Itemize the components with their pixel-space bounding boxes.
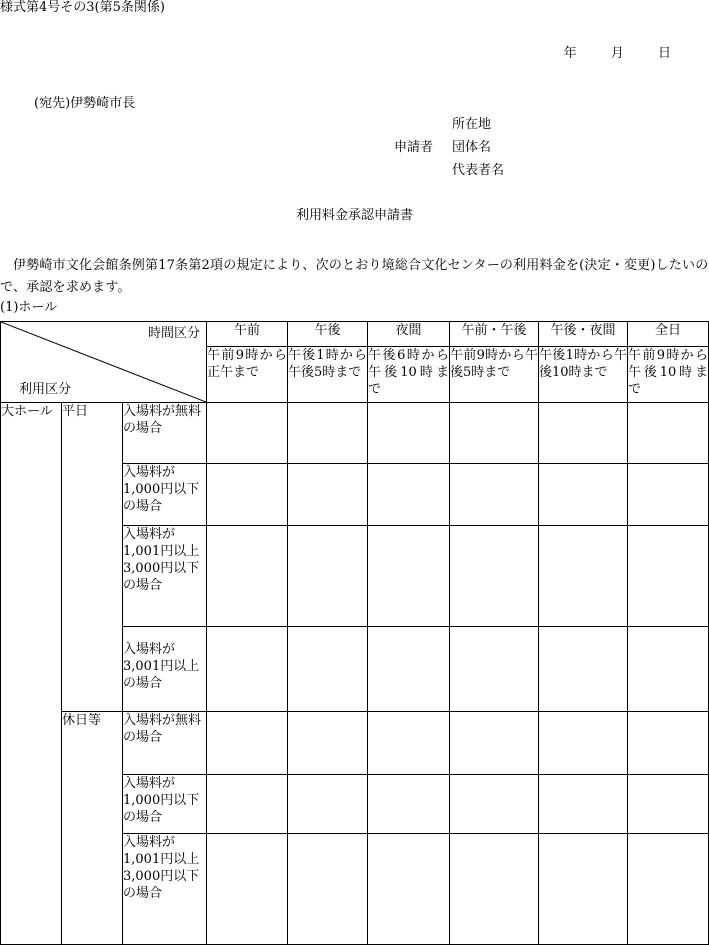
fee-input-cell[interactable] — [207, 834, 288, 945]
fee-input-cell[interactable] — [450, 526, 539, 627]
fee-input-cell[interactable] — [450, 712, 539, 775]
fee-input-cell[interactable] — [450, 775, 539, 834]
day-type-weekday: 平日 — [62, 403, 123, 712]
applicant-representative-label: 代表者名 — [452, 163, 505, 178]
fee-input-cell[interactable] — [628, 712, 709, 775]
fee-input-cell[interactable] — [628, 464, 709, 526]
fee-input-cell[interactable] — [539, 834, 628, 945]
slot-detail-afternoon: 午後1時から午後5時まで — [288, 346, 368, 402]
fee-input-cell[interactable] — [288, 526, 368, 627]
fee-input-cell[interactable] — [539, 775, 628, 834]
condition-under-1000: 入場料が1,000円以下の場合 — [123, 775, 207, 834]
fee-table — [0, 321, 709, 945]
header-slot-evening: 夜間 — [368, 322, 450, 347]
date-year-label: 年 — [563, 46, 577, 61]
fee-input-cell[interactable] — [207, 403, 288, 464]
applicant-label: 申請者 — [394, 140, 434, 155]
form-number: 様式第4号その3(第5条関係) — [0, 0, 165, 15]
fee-input-cell[interactable] — [450, 627, 539, 712]
condition-free: 入場料が無料の場合 — [123, 403, 207, 464]
header-slot-morning: 午前 — [207, 322, 288, 347]
fee-input-cell[interactable] — [628, 403, 709, 464]
slot-detail-morning-afternoon: 午前9時から午後5時まで — [450, 346, 539, 402]
table-corner-cell — [1, 322, 207, 403]
condition-1001-3000: 入場料が1,001円以上3,000円以下の場合 — [123, 526, 207, 627]
date-line — [564, 46, 671, 62]
fee-input-cell[interactable] — [368, 834, 450, 945]
body-text: 伊勢崎市文化会館条例第17条第2項の規定により、次のとおり境総合文化センターの利用料金を(決定・変更)したいので、承認を求めます。 — [0, 258, 709, 295]
condition-under-1000: 入場料が1,000円以下の場合 — [123, 464, 207, 526]
header-slot-morning-afternoon: 午前・午後 — [450, 322, 539, 347]
fee-input-cell[interactable] — [450, 834, 539, 945]
fee-input-cell[interactable] — [288, 834, 368, 945]
day-type-holiday: 休日等 — [62, 712, 123, 945]
fee-input-cell[interactable] — [539, 712, 628, 775]
condition-1001-3000: 入場料が1,001円以上3,000円以下の場合 — [123, 834, 207, 945]
header-slot-full-day: 全日 — [628, 322, 709, 347]
fee-input-cell[interactable] — [207, 464, 288, 526]
applicant-organization-label: 団体名 — [452, 140, 492, 155]
fee-input-cell[interactable] — [539, 464, 628, 526]
fee-input-cell[interactable] — [628, 775, 709, 834]
corner-time-label: 時間区分 — [148, 326, 201, 341]
fee-input-cell[interactable] — [628, 627, 709, 712]
fee-input-cell[interactable] — [539, 627, 628, 712]
fee-input-cell[interactable] — [368, 403, 450, 464]
fee-input-cell[interactable] — [288, 775, 368, 834]
fee-input-cell[interactable] — [207, 526, 288, 627]
fee-input-cell[interactable] — [450, 403, 539, 464]
header-slot-afternoon-evening: 午後・夜間 — [539, 322, 628, 347]
addressee: (宛先)伊勢崎市長 — [34, 96, 136, 111]
fee-input-cell[interactable] — [288, 403, 368, 464]
date-month-label: 月 — [610, 46, 624, 61]
fee-input-cell[interactable] — [368, 526, 450, 627]
slot-detail-full-day: 午前9時から午後10時まで — [628, 346, 709, 402]
fee-input-cell[interactable] — [288, 627, 368, 712]
fee-input-cell[interactable] — [450, 464, 539, 526]
fee-input-cell[interactable] — [207, 775, 288, 834]
slot-detail-afternoon-evening: 午後1時から午後10時まで — [539, 346, 628, 402]
fee-input-cell[interactable] — [368, 627, 450, 712]
fee-input-cell[interactable] — [288, 712, 368, 775]
fee-input-cell[interactable] — [368, 464, 450, 526]
date-day-label: 日 — [657, 46, 671, 61]
corner-usage-label: 利用区分 — [19, 382, 72, 397]
slot-detail-evening: 午後6時から午後10時まで — [368, 346, 450, 402]
fee-input-cell[interactable] — [207, 712, 288, 775]
fee-input-cell[interactable] — [368, 712, 450, 775]
slot-detail-morning: 午前9時から正午まで — [207, 346, 288, 402]
fee-input-cell[interactable] — [368, 775, 450, 834]
section-label: (1)ホール — [0, 300, 58, 315]
fee-input-cell[interactable] — [207, 627, 288, 712]
facility-cell: 大ホール — [1, 403, 62, 945]
header-slot-afternoon: 午後 — [288, 322, 368, 347]
fee-input-cell[interactable] — [628, 834, 709, 945]
applicant-address-label: 所在地 — [452, 117, 492, 132]
fee-input-cell[interactable] — [288, 464, 368, 526]
fee-input-cell[interactable] — [539, 526, 628, 627]
condition-free: 入場料が無料の場合 — [123, 712, 207, 775]
document-title: 利用料金承認申請書 — [295, 208, 413, 223]
condition-over-3001: 入場料が3,001円以上の場合 — [123, 627, 207, 712]
fee-input-cell[interactable] — [539, 403, 628, 464]
fee-input-cell[interactable] — [628, 526, 709, 627]
